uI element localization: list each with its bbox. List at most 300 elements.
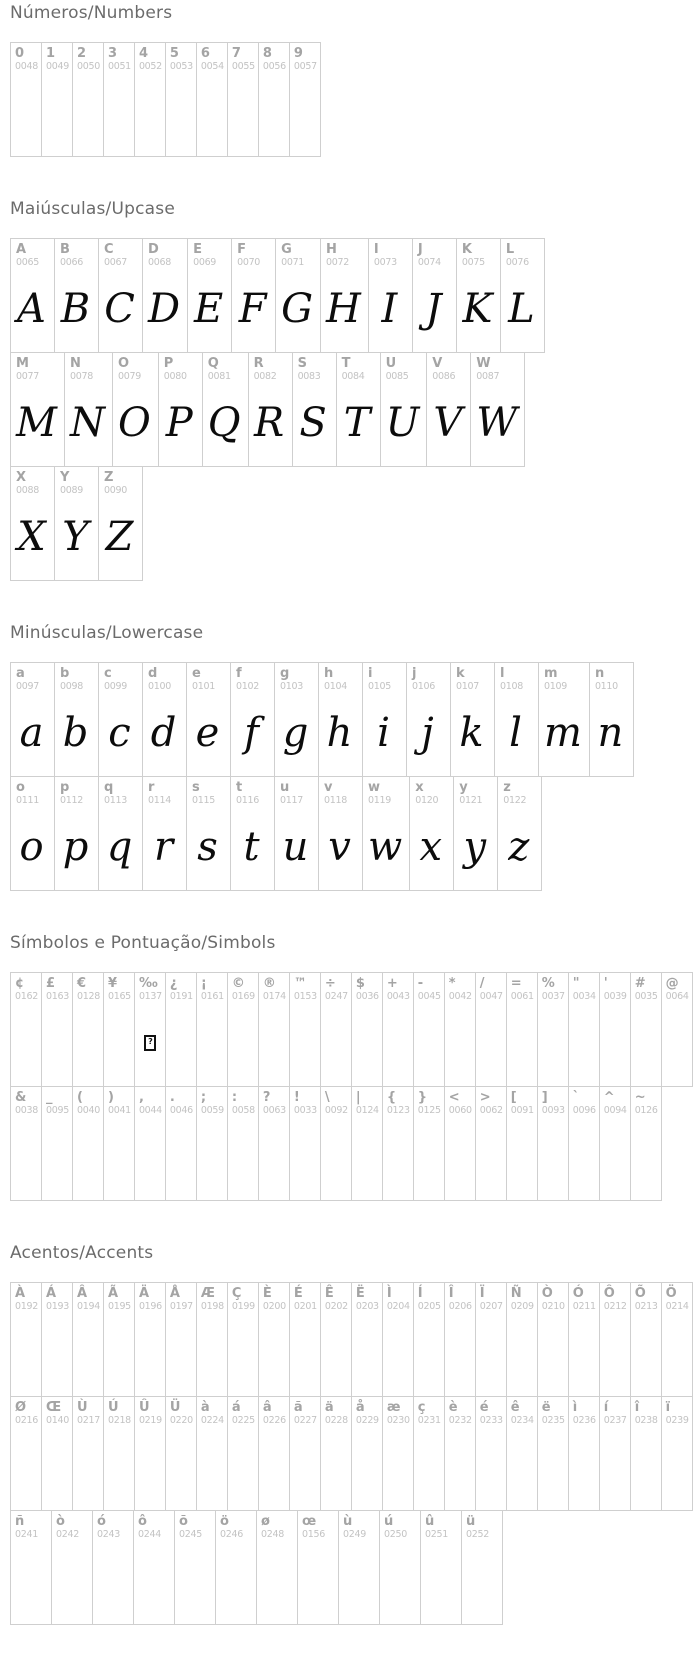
char-code: 0232: [448, 1415, 472, 1426]
section-accents: [10, 1243, 689, 1625]
char-glyph: [356, 1117, 379, 1196]
char-cell-0060: [444, 1086, 476, 1201]
char-code: 0218: [107, 1415, 131, 1426]
char-code: 0109: [544, 681, 567, 692]
char-cell-0081: [202, 352, 249, 467]
char-glyph: [263, 1003, 286, 1082]
char-code: 0040: [76, 1105, 100, 1116]
char-label: +: [386, 976, 398, 991]
char-glyph: [356, 1003, 379, 1082]
section-title-numbers: Números/Numbers: [10, 3, 173, 23]
char-code: 0053: [169, 61, 193, 72]
char-cell-0192: [10, 1282, 42, 1397]
char-code: 0228: [324, 1415, 348, 1426]
char-code: 0070: [237, 257, 261, 268]
char-glyph: [232, 73, 255, 152]
char-cell-0252: [461, 1510, 503, 1625]
char-cell-0102: [230, 662, 275, 777]
char-code: 0088: [16, 485, 39, 496]
char-cell-0230: [382, 1396, 414, 1511]
char-cell-0246: [215, 1510, 257, 1625]
char-code: 0191: [169, 991, 193, 1002]
char-label: Ú: [107, 1400, 119, 1415]
char-glyph: [108, 1313, 131, 1392]
char-label: ©: [231, 976, 245, 991]
char-glyph: [179, 1541, 212, 1620]
char-label: ,: [138, 1090, 144, 1105]
char-code: 0091: [510, 1105, 534, 1116]
char-code: 0085: [385, 371, 409, 382]
char-label: Æ: [200, 1286, 216, 1301]
char-cell-0128: [72, 972, 104, 1087]
char-code: 0111: [16, 795, 39, 806]
char-label: ¢: [15, 976, 25, 991]
char-glyph: Z: [105, 513, 134, 560]
char-code: 0201: [293, 1301, 317, 1312]
char-code: 0210: [541, 1301, 565, 1312]
char-glyph: [604, 1313, 627, 1392]
char-label: Q: [207, 356, 219, 371]
char-code: 0034: [572, 991, 596, 1002]
char-code: 0199: [231, 1301, 255, 1312]
char-code: 0249: [343, 1529, 366, 1540]
char-label: B: [60, 242, 70, 257]
char-code: 0057: [293, 61, 317, 72]
char-glyph: [108, 1003, 131, 1082]
char-label: ò: [56, 1514, 65, 1529]
char-cell-0137: [134, 972, 166, 1087]
char-cell-0117: [274, 776, 319, 891]
char-glyph: [294, 1117, 317, 1196]
char-glyph: [15, 1117, 38, 1196]
char-label: T: [341, 356, 351, 371]
char-cell-0209: [506, 1282, 538, 1397]
char-glyph: K: [462, 285, 493, 332]
char-glyph: I: [381, 285, 398, 332]
char-glyph: [108, 1427, 131, 1506]
char-label: 8: [262, 46, 272, 61]
char-cell-0198: [196, 1282, 228, 1397]
char-code: 0074: [417, 257, 441, 268]
char-cell-0073: [368, 238, 413, 353]
char-code: 0100: [148, 681, 171, 692]
char-label: 2: [76, 46, 87, 61]
char-cell-0050: [72, 42, 104, 157]
char-glyph: g: [282, 709, 309, 756]
char-cell-0123: [382, 1086, 414, 1201]
char-glyph: [466, 1541, 499, 1620]
char-glyph: [425, 1541, 458, 1620]
char-glyph: V: [433, 399, 463, 446]
char-cell-0248: [256, 1510, 298, 1625]
char-cell-0087: [470, 352, 525, 467]
char-label: k: [456, 666, 465, 681]
charmap-row: [10, 776, 542, 891]
char-glyph: [418, 1117, 441, 1196]
char-glyph: [56, 1541, 89, 1620]
char-cell-0086: [426, 352, 471, 467]
char-cell-0036: [351, 972, 383, 1087]
charmap-row: [10, 352, 525, 467]
char-label: V: [432, 356, 443, 371]
char-code: 0226: [262, 1415, 286, 1426]
char-glyph: [387, 1003, 410, 1082]
char-label: N: [69, 356, 81, 371]
char-cell-0077: [10, 352, 65, 467]
char-cell-0245: [174, 1510, 216, 1625]
char-label: |: [355, 1090, 361, 1105]
char-cell-0066: [54, 238, 99, 353]
char-cell-0200: [258, 1282, 290, 1397]
char-cell-0115: [186, 776, 231, 891]
char-cell-0053: [165, 42, 197, 157]
char-glyph: [480, 1003, 503, 1082]
char-cell-0242: [51, 1510, 93, 1625]
char-glyph: [232, 1427, 255, 1506]
char-cell-0119: [362, 776, 410, 891]
char-code: 0107: [456, 681, 479, 692]
char-code: 0196: [138, 1301, 162, 1312]
char-glyph: [325, 1313, 348, 1392]
char-code: 0225: [231, 1415, 255, 1426]
char-code: 0251: [425, 1529, 448, 1540]
char-glyph: [139, 1313, 162, 1392]
char-cell-0067: [98, 238, 143, 353]
char-code: 0204: [386, 1301, 410, 1312]
char-code: 0212: [603, 1301, 627, 1312]
char-code: 0165: [107, 991, 131, 1002]
char-cell-0140: [41, 1396, 73, 1511]
char-code: 0068: [148, 257, 171, 268]
char-glyph: N: [69, 399, 105, 446]
char-code: 0193: [45, 1301, 69, 1312]
char-label: y: [459, 780, 468, 795]
char-glyph: [139, 1427, 162, 1506]
char-code: 0128: [76, 991, 100, 1002]
char-glyph: [77, 1117, 100, 1196]
char-label: à: [200, 1400, 210, 1415]
char-code: 0115: [192, 795, 215, 806]
char-label: /: [479, 976, 485, 991]
char-code: 0162: [15, 991, 38, 1002]
char-glyph: [139, 1003, 162, 1082]
char-cell-0224: [196, 1396, 228, 1511]
char-cell-0194: [72, 1282, 104, 1397]
char-glyph: l: [509, 709, 522, 756]
char-glyph: [604, 1117, 627, 1196]
char-code: 0059: [200, 1105, 224, 1116]
char-code: 0114: [148, 795, 171, 806]
char-code: 0060: [448, 1105, 472, 1116]
char-code: 0079: [117, 371, 141, 382]
char-label: !: [293, 1090, 300, 1105]
char-cell-0051: [103, 42, 135, 157]
char-label: ¿: [169, 976, 178, 991]
char-label: £: [45, 976, 56, 991]
char-code: 0203: [355, 1301, 379, 1312]
char-glyph: [138, 1541, 171, 1620]
char-code: 0047: [479, 991, 503, 1002]
char-cell-0049: [41, 42, 73, 157]
char-glyph: [201, 73, 224, 152]
char-glyph: [573, 1003, 596, 1082]
char-code: 0064: [665, 991, 689, 1002]
char-glyph: a: [19, 709, 44, 756]
char-code: 0096: [572, 1105, 596, 1116]
char-label: n: [594, 666, 605, 681]
char-glyph: Q: [207, 399, 241, 446]
char-cell-0056: [258, 42, 290, 157]
char-cell-0035: [630, 972, 662, 1087]
char-glyph: [232, 1313, 255, 1392]
char-code: 0075: [461, 257, 485, 268]
char-code: 0038: [15, 1105, 38, 1116]
char-cell-0239: [661, 1396, 693, 1511]
char-glyph: f: [244, 709, 259, 756]
char-code: 0197: [169, 1301, 193, 1312]
char-glyph: p: [62, 823, 89, 870]
char-glyph: k: [459, 709, 484, 756]
char-glyph: [170, 1313, 193, 1392]
char-glyph: [635, 1427, 658, 1506]
char-code: 0118: [324, 795, 347, 806]
char-label: u: [280, 780, 290, 795]
char-glyph: [77, 1427, 100, 1506]
char-cell-0250: [379, 1510, 421, 1625]
char-glyph: [511, 1003, 534, 1082]
char-glyph: W: [476, 399, 518, 446]
char-cell-0045: [413, 972, 445, 1087]
char-cell-0231: [413, 1396, 445, 1511]
char-code: 0065: [16, 257, 39, 268]
char-cell-0097: [10, 662, 55, 777]
char-cell-0125: [413, 1086, 445, 1201]
char-glyph: [15, 1003, 38, 1082]
char-cell-0113: [98, 776, 143, 891]
char-cell-0161: [196, 972, 228, 1087]
char-label: ‰: [138, 976, 158, 991]
char-code: 0214: [665, 1301, 689, 1312]
char-label: 1: [45, 46, 56, 61]
char-label: î: [634, 1400, 640, 1415]
char-label: }: [417, 1090, 428, 1105]
char-cell-0232: [444, 1396, 476, 1511]
char-label: Œ: [45, 1400, 62, 1415]
char-cell-0219: [134, 1396, 166, 1511]
char-label: %: [541, 976, 555, 991]
char-cell-0063: [258, 1086, 290, 1201]
char-code: 0082: [253, 371, 277, 382]
char-code: 0086: [432, 371, 456, 382]
char-label: e: [192, 666, 201, 681]
char-glyph: [573, 1117, 596, 1196]
char-glyph: [418, 1003, 441, 1082]
char-glyph: F: [238, 285, 267, 332]
char-label: 9: [293, 46, 303, 61]
char-glyph: G: [281, 285, 314, 332]
char-glyph: [77, 1003, 100, 1082]
char-code: 0050: [76, 61, 100, 72]
char-glyph: [387, 1313, 410, 1392]
char-glyph: [220, 1541, 253, 1620]
char-cell-0098: [54, 662, 99, 777]
charmap-row: [10, 1510, 503, 1625]
char-label: á: [231, 1400, 241, 1415]
char-code: 0092: [324, 1105, 348, 1116]
char-glyph: [294, 1313, 317, 1392]
char-code: 0252: [466, 1529, 489, 1540]
char-code: 0051: [107, 61, 131, 72]
char-label: ": [572, 976, 580, 991]
char-cell-0061: [506, 972, 538, 1087]
char-code: 0140: [45, 1415, 69, 1426]
section-title-symbols: Símbolos e Pontuação/Simbols: [10, 933, 276, 953]
char-code: 0102: [236, 681, 259, 692]
char-cell-0072: [320, 238, 369, 353]
char-code: 0084: [341, 371, 365, 382]
char-label: Â: [76, 1286, 88, 1301]
char-code: 0052: [138, 61, 162, 72]
char-cell-0197: [165, 1282, 197, 1397]
char-code: 0044: [138, 1105, 162, 1116]
char-code: 0123: [386, 1105, 410, 1116]
char-label: x: [415, 780, 424, 795]
char-glyph: [108, 1117, 131, 1196]
char-glyph: [201, 1313, 224, 1392]
char-code: 0205: [417, 1301, 441, 1312]
char-glyph: [666, 1003, 689, 1082]
char-code: 0239: [665, 1415, 689, 1426]
char-label: a: [16, 666, 25, 681]
char-label: Á: [45, 1286, 57, 1301]
char-cell-0076: [500, 238, 545, 353]
char-cell-0206: [444, 1282, 476, 1397]
char-code: 0110: [594, 681, 618, 692]
char-code: 0066: [60, 257, 83, 268]
char-cell-0237: [599, 1396, 631, 1511]
char-cell-0214: [661, 1282, 693, 1397]
charmap-row: [10, 1396, 693, 1511]
char-glyph: [263, 1117, 286, 1196]
char-label: `: [572, 1090, 580, 1105]
char-glyph: O: [117, 399, 151, 446]
char-glyph: [46, 1003, 69, 1082]
char-cell-0040: [72, 1086, 104, 1201]
char-code: 0093: [541, 1105, 565, 1116]
char-label: X: [16, 470, 27, 485]
char-glyph: [635, 1003, 658, 1082]
char-code: 0095: [45, 1105, 69, 1116]
char-cell-0079: [112, 352, 159, 467]
char-code: 0103: [280, 681, 303, 692]
char-label: J: [417, 242, 423, 257]
char-glyph: [542, 1003, 565, 1082]
char-code: 0200: [262, 1301, 286, 1312]
char-label: 4: [138, 46, 148, 61]
char-cell-0118: [318, 776, 363, 891]
charmap-row: [10, 662, 634, 777]
char-code: 0045: [417, 991, 441, 1002]
char-label: ): [107, 1090, 114, 1105]
char-label: 0: [15, 46, 25, 61]
char-glyph: t: [243, 823, 260, 870]
char-code: 0192: [15, 1301, 38, 1312]
char-glyph: [232, 1117, 255, 1196]
char-glyph: L: [508, 285, 535, 332]
char-glyph: q: [106, 823, 133, 870]
char-glyph: [46, 1117, 69, 1196]
char-code: 0126: [634, 1105, 658, 1116]
char-code: 0219: [138, 1415, 162, 1426]
char-label: Ü: [169, 1400, 181, 1415]
char-label: @: [665, 976, 679, 991]
char-cell-0226: [258, 1396, 290, 1511]
char-label: Ï: [479, 1286, 485, 1301]
char-label: í: [603, 1400, 609, 1415]
char-label: v: [324, 780, 333, 795]
char-glyph: D: [148, 285, 181, 332]
char-code: 0076: [505, 257, 529, 268]
char-label: \: [324, 1090, 330, 1105]
char-label: È: [262, 1286, 272, 1301]
char-label: d: [148, 666, 158, 681]
char-code: 0230: [386, 1415, 410, 1426]
char-label: œ: [302, 1514, 317, 1529]
char-cell-0217: [72, 1396, 104, 1511]
char-glyph: [604, 1003, 627, 1082]
char-glyph: [542, 1427, 565, 1506]
char-cell-0235: [537, 1396, 569, 1511]
charmap-row: [10, 466, 143, 581]
char-code: 0113: [104, 795, 127, 806]
char-label: ö: [220, 1514, 229, 1529]
char-cell-0116: [230, 776, 275, 891]
char-label: K: [461, 242, 472, 257]
char-cell-0041: [103, 1086, 135, 1201]
char-glyph: [97, 1541, 130, 1620]
char-cell-0228: [320, 1396, 352, 1511]
char-code: 0037: [541, 991, 565, 1002]
char-label: ™: [293, 976, 307, 991]
char-label: R: [253, 356, 264, 371]
char-glyph: [573, 1427, 596, 1506]
char-label: F: [237, 242, 246, 257]
char-cell-0095: [41, 1086, 73, 1201]
char-glyph: S: [299, 399, 327, 446]
char-code: 0067: [104, 257, 127, 268]
char-code: 0224: [200, 1415, 224, 1426]
char-glyph: [302, 1541, 335, 1620]
char-label: q: [104, 780, 114, 795]
section-numbers: [10, 3, 661, 157]
char-cell-0078: [64, 352, 113, 467]
char-code: 0122: [503, 795, 527, 806]
char-glyph: H: [326, 285, 361, 332]
char-glyph: [139, 73, 162, 152]
char-cell-0196: [134, 1282, 166, 1397]
char-code: 0195: [107, 1301, 131, 1312]
char-cell-0047: [475, 972, 507, 1087]
char-glyph: j: [421, 709, 434, 756]
char-label: S: [297, 356, 307, 371]
char-glyph: [139, 1117, 162, 1196]
char-label: ': [603, 976, 608, 991]
char-cell-0243: [92, 1510, 134, 1625]
char-label: l: [500, 666, 505, 681]
char-label: L: [505, 242, 515, 257]
char-cell-0065: [10, 238, 55, 353]
char-glyph: z: [508, 823, 530, 870]
